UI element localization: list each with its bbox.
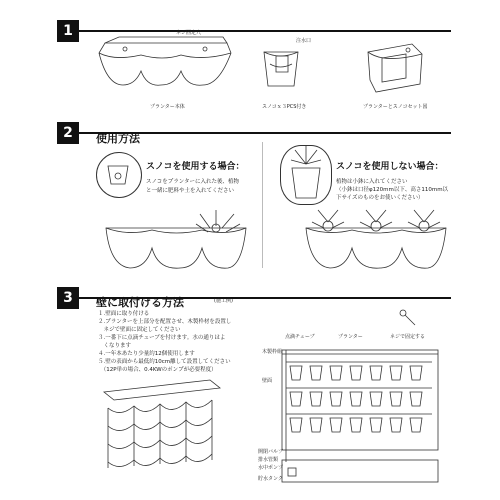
sunoko-label: スノコｘ３PCS付き [262, 104, 307, 110]
screw-hole-label: ネジ固定穴 [176, 30, 202, 36]
sunoko-closeup-icon [104, 160, 132, 188]
valve-label: 開閉バルブ [258, 449, 284, 455]
water-inlet-label: 注水口 [296, 38, 312, 44]
wall-installation-perspective [100, 378, 225, 478]
without-sunoko-line-2: （小鉢は口径φ120mm以下、高さ110mm以 [336, 187, 449, 193]
install-step-2b: ネジで壁面に固定してください [98, 327, 181, 333]
install-step-3: ３.一番下に点滴チューブを付けます。水の通りはよ [98, 335, 226, 341]
planter-body-illustration [95, 35, 235, 95]
wall-installation-front-diagram [282, 342, 442, 490]
with-sunoko-heading: スノコを使用する場合： [146, 162, 245, 172]
install-step-1: １.壁面に取り付ける [98, 311, 150, 317]
screw-icon [398, 308, 418, 328]
section-2-title: 使用方法 [96, 132, 140, 145]
set-view-label: プランターとスノコセット図 [363, 104, 428, 110]
planter-label: プランター [338, 334, 363, 340]
install-step-5b: （12P単の場合、0.4KWのポンプが必要程度） [98, 367, 217, 373]
drain-pipe-label: 排水管類 [258, 457, 279, 463]
install-step-4: ４.一年本あたり少量約12個使用します [98, 351, 195, 357]
section-3-number: 3 [57, 287, 79, 309]
set-view-illustration [364, 40, 426, 95]
wood-frame-label: 木製枠組 [262, 349, 283, 355]
with-sunoko-line-2: と一緒に肥料や土を入れてください [146, 188, 235, 194]
section-1-rule [79, 30, 451, 32]
small-pot-icon [287, 146, 325, 202]
water-pump-label: 水中ポンプ [258, 465, 284, 471]
section-1-number: 1 [57, 20, 79, 42]
planter-with-pots-right [300, 208, 450, 278]
install-step-2: ２.プランターを上部分を配置させ、木製枠材を設置し [98, 319, 232, 325]
planter-with-plants-left [100, 208, 250, 278]
drip-tube-label: 点滴チューブ [285, 334, 315, 340]
install-step-3b: くなります [98, 343, 132, 349]
screw-fix-label: ネジで固定する [390, 334, 426, 340]
section-2-divider [262, 142, 263, 268]
section-3-title-note: (施工例) [214, 298, 233, 304]
water-tank-label: 貯水タンク [258, 476, 283, 482]
with-sunoko-line-1: スノコをプランターに入れた後、植物 [146, 179, 240, 185]
without-sunoko-line-1: 植物は小鉢に入れてください [336, 179, 408, 185]
install-step-5: ５.壁の表面から最低約10cm離して設置してください [98, 359, 231, 365]
sunoko-illustration [258, 42, 308, 92]
without-sunoko-line-3: 下サイズのものをお使いください） [336, 195, 424, 201]
section-3-title: 壁に取付ける方法 [96, 296, 184, 309]
section-2-number: 2 [57, 122, 79, 144]
without-sunoko-heading: スノコを使用しない場合： [336, 162, 444, 172]
planter-body-label: プランター本体 [150, 104, 185, 110]
wall-label: 壁面 [262, 378, 273, 384]
